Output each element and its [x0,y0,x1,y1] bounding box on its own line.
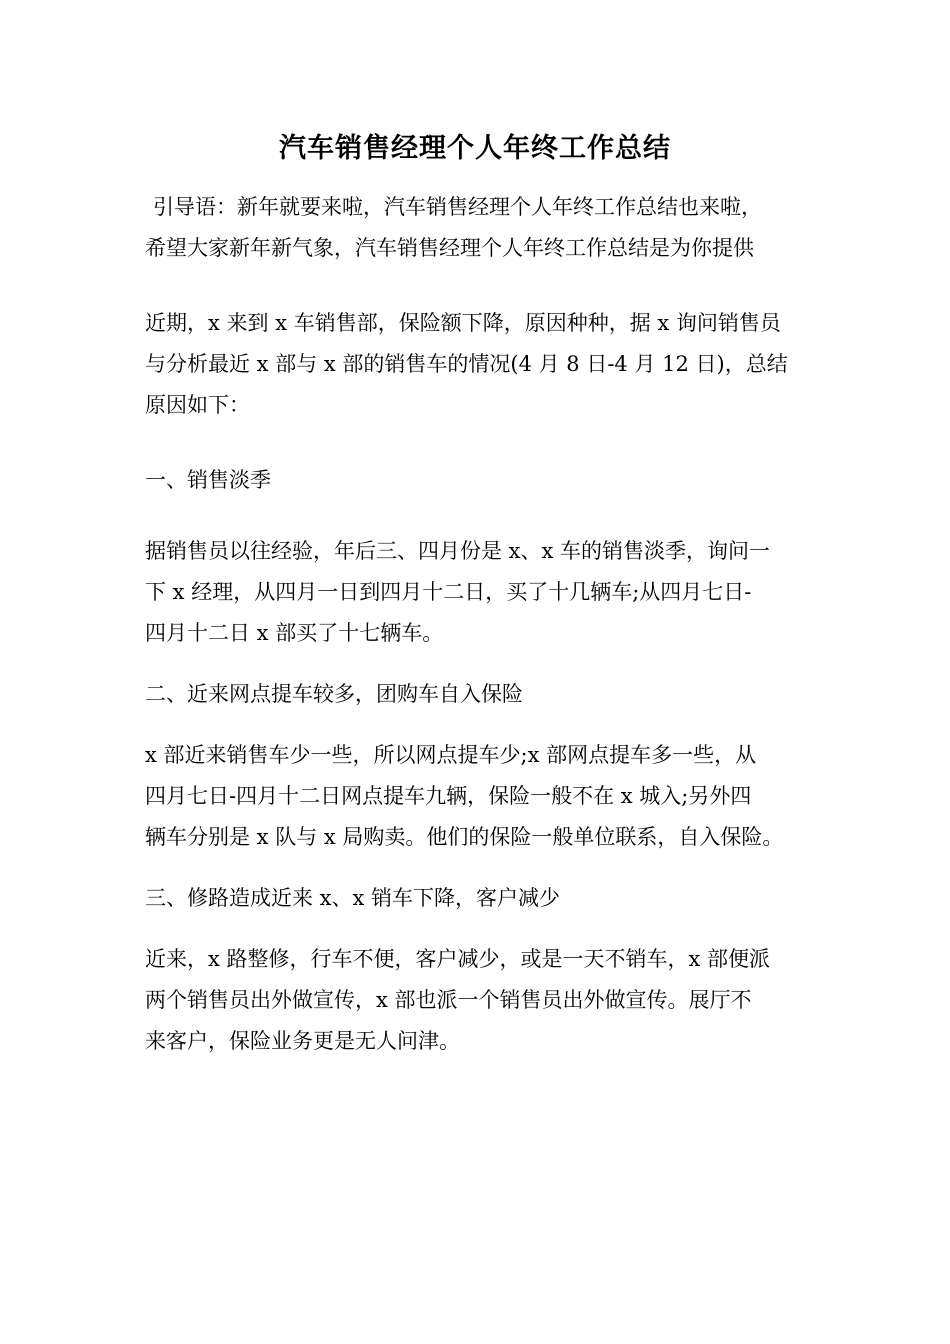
section1-heading: 一、销售淡季 [145,468,271,492]
section1-line-3: 四月十二日 x 部买了十七辆车。 [145,621,444,645]
section2-heading: 二、近来网点提车较多，团购车自入保险 [145,682,523,706]
section1-line-1: 据销售员以往经验，年后三、四月份是 x、x 车的销售淡季，询问一 [145,539,771,563]
intro-line-2: 希望大家新年新气象，汽车销售经理个人年终工作总结是为你提供 [145,236,754,260]
section3-line-1: 近来，x 路整修，行车不便，客户减少，或是一天不销车，x 部便派 [145,947,771,971]
section1-line-2: 下 x 经理，从四月一日到四月十二日，买了十几辆车;从四月七日- [145,580,752,604]
section3-line-3: 来客户，保险业务更是无人问津。 [145,1029,460,1053]
section3-heading: 三、修路造成近来 x、x 销车下降，客户减少 [145,886,561,910]
intro-line-1: 引导语：新年就要来啦，汽车销售经理个人年终工作总结也来啦， [153,195,762,219]
document-title: 汽车销售经理个人年终工作总结 [279,133,671,164]
section3-line-2: 两个销售员出外做宣传，x 部也派一个销售员出外做宣传。展厅不 [145,988,752,1012]
document-body [145,187,810,1062]
opening-line-2: 与分析最近 x 部与 x 部的销售车的情况(4 月 8 日-4 月 12 日)，总结 [145,352,788,376]
opening-line-3: 原因如下： [145,393,250,417]
section2-line-2: 四月七日-四月十二日网点提车九辆，保险一般不在 x 城入;另外四 [145,784,752,808]
section2-line-3: 辆车分别是 x 队与 x 局购卖。他们的保险一般单位联系，自入保险。 [145,825,784,849]
section2-line-1: x 部近来销售车少一些，所以网点提车少;x 部网点提车多一些，从 [145,743,757,767]
opening-line-1: 近期，x 来到 x 车销售部，保险额下降，原因种种，据 x 询问销售员 [145,311,781,335]
